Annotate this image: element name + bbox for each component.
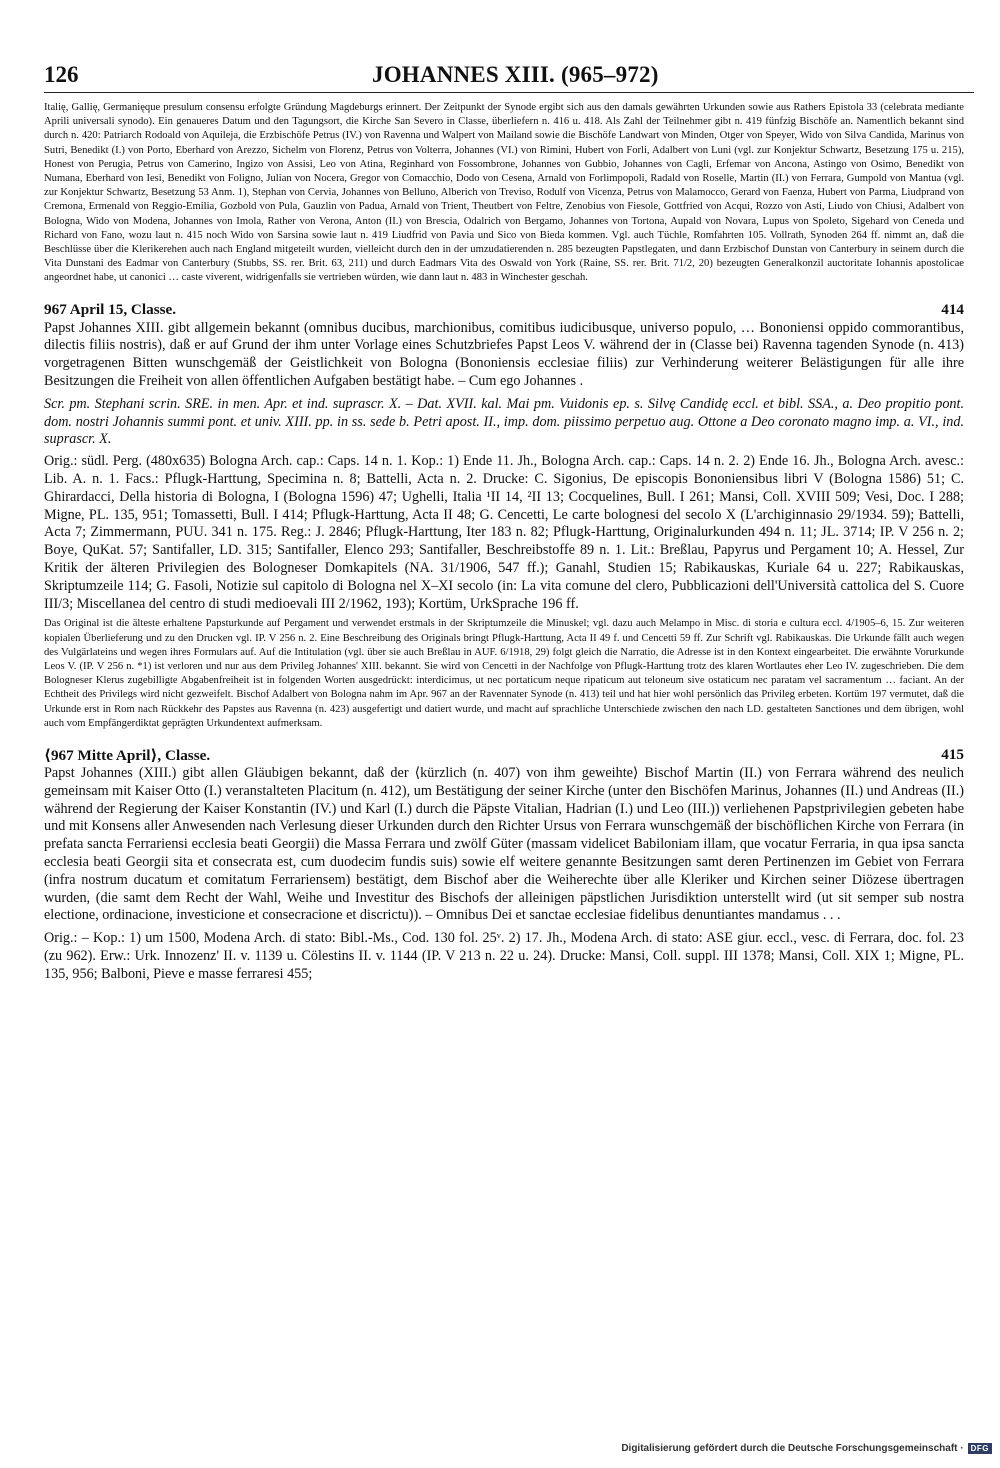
entry-414-dating: Scr. pm. Stephani scrin. SRE. in men. Apr. et ind. suprascr. X. – Dat. XVII. kal. Mai pm. Vuidonis ep. s. Silvę Candidę eccl. et bibl. SSA., a. Deo propitio pont. dom. nostri Johannis summi pont. et univ. XIII. pp. in ss. sede b. Petri apost. II., imp. dom. piissimo perpetuo aug. Ottone a Deo coronato magno imp. a. VI., ind. suprascr. X. [44,395,964,448]
entry-415-summary: Papst Johannes (XIII.) gibt allen Gläubigen bekannt, daß der ⟨kürzlich (n. 407) von ihm geweihte⟩ Bischof Martin (II.) von Ferrara während des neulich gemeinsam mit Kaiser Otto (I.) veranstalteten Placitum (n. 412), um Bestätigung der seiner Kirche (unter den Bischöfen Marinus, Johannes (II.) und Andreas (II.) während der Regierung der Kaiser Konstantin (IV.) und Karl (I.) durch die Päpste Vitalian, Hadrian (I.) und Leo (III.)) verliehenen Papstprivilegien gebeten habe und mit Konsens aller Anwesenden nach Verlesung dieser Urkunden durch den Richter Ursus von Ferrara wunschgemäß der bischöflichen Kirche von Ferrara (in prefata sancta Ferrariensi ecclesia beati Georgii) die Massa Ferrara und zwölf Güter (massam videlicet Babiloniam illam, que vocatur Ferraria, in qua ipsa sancta ecclesia beati Georgii sita et consecrata est, cum duodecim fundis suis) sowie elf weitere genannte Besitzungen samt deren Pertinenzen im Gebiet von Ferrara (infra nostrum ducatum et comitatum Ferrariensem) bestätigt, dem Bischof aber die Weiherechte über alle Kleriker und Kirchen seiner Diözese übertragen wurden, (die samt dem Recht der Wahl, Weihe und Investitur des Bischofs der alleinigen päpstlichen Jurisdiktion unterstellt wird (ut sit semper sub nostra electione, ordinacione, investicione et consecracione et discrictu)). – Omnibus Dei et sanctae ecclesiae fidelibus denuntiantes mandamus . . . [44,765,964,924]
entry-414-date: 967 April 15, Classe. [44,300,177,318]
entry-414-commentary: Das Original ist die älteste erhaltene Papsturkunde auf Pergament und verwendet erstmals in der Skriptumzeile die Minuskel; vgl. dazu auch Melampo in Misc. di storia e cultura eccl. 4/1905–6, 15. Zur weiteren kopialen Überlieferung und zu den Drucken vgl. IP. V 256 n. 2. Eine Beschreibung des Originals bringt Pflugk-Harttung, Acta II 49 f. und Cencetti 59 ff. Zur Schrift vgl. Rabikauskas. Die Urkunde fällt auch wegen des Vulgärlateins und wegen ihres Formulars auf. Auf die Intitulation (vgl. über sie auch Breßlau in AUF. 6/1918, 29) folgt gleich die Narratio, die Adresse ist in den Kontext eingearbeitet. Die erwähnte Vorurkunde Leos V. (IP. V 256 n. *1) ist verloren und nur aus dem Privileg Johannes' XIII. bekannt. Sie wird von Cencetti in der Nachfolge von Pflugk-Harttung trotz des klaren Wortlautes eher Leo IV. zugeschrieben. Die dem Bologneser Klerus zugebilligte Abgabenfreiheit ist in folgenden Worten ausgedrückt: interdicimus, ut nec portaticum neque ripaticum aut teloneum sive ostaticum nec paratam vel sacramentum … faciant. An der Echtheit des Privilegs wird nicht gezweifelt. Bischof Adalbert von Bologna nahm im Apr. 967 an der Ravennater Synode (n. 413) teil und hat hier wohl persönlich das Privileg erbeten. Kortüm 197 vermutet, daß die Urkunde erst in Rom nach Rückkehr des Papstes aus Ravenna (n. 423) ausgefertigt und datiert wurde, und macht auf sprachliche Unterschiede zwischen den nach LD. gestalteten Sanctiones und dem übrigen, wohl auch vom Empfängerdiktat geprägten Urkundentext aufmerksam. [44,618,964,729]
footer-credit [621,1443,992,1454]
running-title: JOHANNES XIII. (965–972) [372,62,659,87]
entry-415-sources: Orig.: – Kop.: 1) um 1500, Modena Arch. di stato: Bibl.-Ms., Cod. 130 fol. 25ᵛ. 2) 17. Jh., Modena Arch. di stato: ASE giur. eccl., vesc. di Ferrara, doc. fol. 23 (zu 962). Erw.: Urk. Innozenz' II. v. 1139 u. Cölestins II. v. 1144 (IP. V 213 n. 22 u. 24). Drucke: Mansi, Coll. suppl. III 1378; Mansi, Coll. XIX 1; Migne, PL. 135, 956; Balboni, Pieve e masse ferraresi 455; [44,930,964,982]
entry-415-date: ⟨967 Mitte April⟩, Classe. [44,747,211,765]
entry-414-number: 414 [941,300,964,318]
page-number: 126 [44,62,79,87]
header-rule [44,92,974,93]
dfg-logo: DFG [968,1443,992,1454]
document-page [44,62,964,984]
entry-414-summary: Papst Johannes XIII. gibt allgemein bekannt (omnibus ducibus, marchionibus, comitibus iudicibusque, universo populo, … Bononiensi oppido commorantibus, dilectis filiis nostris), daß er auf Grund der ihm unter Vorlage eines Schutzbriefes Papst Leos V. während der in (Classe bei) Ravenna tagenden Synode (n. 413) vorgetragenen Bitten wunschgemäß der Geistlichkeit von Bologna (Bononiensis ecclesiae filiis) zur Verhinderung weiterer Belästigungen für alle ihre Besitzungen die Freiheit von allen öffentlichen Aufgaben bestätigt habe. – Cum ego Johannes . [44,319,964,390]
entry-414-sources: Orig.: südl. Perg. (480x635) Bologna Arch. cap.: Caps. 14 n. 1. Kop.: 1) Ende 11. Jh., Bologna Arch. cap.: Caps. 14 n. 2. 2) Ende 16. Jh., Bologna Arch. avesc.: Lib. A. n. 1. Facs.: Pflugk-Harttung, Specimina n. 8; Battelli, Acta n. 2. Drucke: C. Sigonius, De episcopis Bononiensibus libri V (Bologna 1586) 51; C. Ghirardacci, Della historia di Bologna, I (Bologna 1596) 47; Ughelli, Italia ¹II 14, ²II 13; Cocquelines, Bull. I 261; Mansi, Coll. XVIII 509; Vesi, Doc. I 288; Migne, PL. 135, 951; Tomassetti, Bull. I 414; Pflugk-Harttung, Acta II 48; G. Cencetti, Le carte bolognesi del secolo X (L'archiginnasio 29/1934. 59); Battelli, Acta 7; Zimmermann, PUU. 341 n. 175. Reg.: J. 2846; Pflugk-Harttung, Iter 183 n. 82; Pflugk-Harttung, Originalurkunden 494 n. 11; JL. 3714; IP. V 256 n. 2; Boye, QuKat. 57; Santifaller, LD. 315; Santifaller, Elenco 293; Santifaller, Beschreibstoffe 89 n. 1. Lit.: Breßlau, Papyrus und Pergament 10; A. Hessel, Zur Kritik der älteren Privilegien des Bologneser Domkapitels (NA. 31/1906, 547 ff.); Ganahl, Studien 15; Rabikauskas, Kuriale 64 u. 227; Rabikauskas, Skriptumzeile 114; G. Fasoli, Notizie sul capitolo di Bologna nel X–XI secolo (in: La vita comune del clero, Pubblicazioni dell'Università cattolica del S. Cuore III/3; Miscellanea del centro di studi medioevali III 2/1962, 193); Kortüm, UrkSprache 196 ff. [44,453,964,612]
entry-415-number: 415 [941,746,964,764]
footer-text: Digitalisierung gefördert durch die Deutsche Forschungsgemeinschaft · [621,1443,964,1454]
entry-414-heading [44,301,964,320]
intro-paragraph: Italię, Gallię, Germanięque presulum consensu erfolgte Gründung Magdeburgs erinnert. Der Zeitpunkt der Synode ergibt sich aus den damals gewährten Urkunden sowie aus Rathers Epistola 33 (celebrata mediante Aprili universali synodo). Ein genaueres Datum und den Tagungsort, die Kirche San Severo in Classe, überliefern n. 416 u. 418. Als Zahl der Teilnehmer gibt n. 419 fünfzig Bischöfe an. Namentlich bekannt sind durch n. 420: Patriarch Rodoald von Aquileja, die Erzbischöfe Petrus (IV.) von Ravenna und Walpert von Mailand sowie die Bischöfe Landwart von Minden, Otger von Speyer, Wido von Silva Candida, Marinus von Sutri, Benedikt (I.) von Porto, Eberhard von Arezzo, Sichelm von Florenz, Petrus von Volterra, Johannes (VI.) von Rimini, Hubert von Forli, Adalbert von Luni (vgl. zur Konjektur Schwartz, Besetzung 175 u. 215), Honest von Perugia, Petrus von Camerino, Ingizo von Assisi, Leo von Atina, Reginhard von Fossombrone, Johannes von Gubbio, Johannes von Cagli, Erfemar von Ancona, Astingo von Osimo, Benedikt von Numana, Eberhard von Iesi, Benedikt von Foligno, Julian von Nocera, Gregor von Comacchio, Dodo von Cesena, Arnald von Forlimpopoli, Radald von Roselle, Martin (II.) von Ferrara, Gumpold von Mantua (vgl. zur Konjektur Schwartz, Besetzung 53 Anm. 1), Stephan von Cervia, Johannes von Belluno, Alberich von Treviso, Rodulf von Vicenza, Petrus von Malamocco, Gerard von Faenza, Hubert von Parma, Liudprand von Cremona, Ermenald von Reggio-Emilia, Gozbold von Pula, Gauzlin von Padua, Arnald von Trient, Theutbert von Feltre, Zenobius von Fiesole, Gottfried von Acqui, Rozzo von Asti, Liudo von Chiusi, Adalbert von Bologna, Wido von Modena, Johannes von Imola, Rather von Verona, Anton (II.) von Brescia, Odalrich von Bergamo, Johannes von Tortona, Aupald von Novara, Lupus von Spoleto, Sigehard von Ceneda und Richard von Fano, wozu laut n. 415 noch Wido von Sarsina sowie laut n. 419 Liudfrid von Pavia und Sico von Bieda kommen. Vgl. auch Tüchle, Romfahrten 105. Vollrath, Synoden 264 ff. nimmt an, daß die Beschlüsse über die Klerikerehen auch nach England mitgeteilt wurden, vielleicht durch den in der umzudatierenden n. 285 bezeugten Papstlegaten, und dann Erzbischof Dunstan von Canterbury in seinem durch die Vita Dunstani des Eadmar von Canterbury (Stubbs, SS. rer. Brit. 63, 211) und durch Eadmars Vita des Oswald von York (Raine, SS. rer. Brit. 71/2, 20) bezeugten Generalkonzil auctoritate Iohannis apostolicae angeordnet habe, ut canonici … caste viverent, widrigenfalls sie vertrieben würden, wie dann laut n. 483 in Winchester geschah. [44,102,964,284]
entry-415-heading [44,746,964,765]
page-header [44,62,964,92]
